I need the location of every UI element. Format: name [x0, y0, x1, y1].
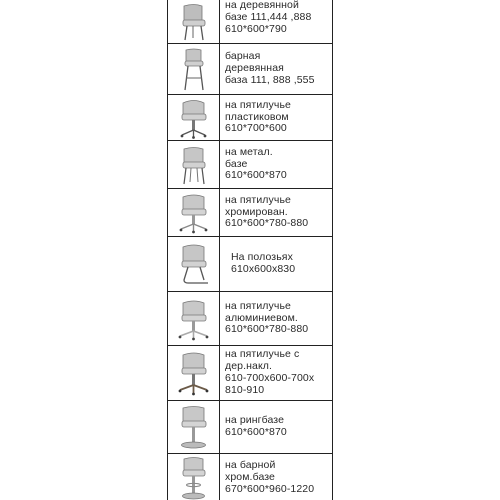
- table-row: [167, 95, 333, 141]
- table-row: [167, 292, 333, 346]
- description-cell: [220, 401, 332, 453]
- table-row: [167, 237, 333, 292]
- table-row: [167, 454, 333, 500]
- description-line: на пятилучье: [225, 193, 291, 206]
- description-line: базе: [225, 157, 248, 170]
- description-line: дер.накл.: [225, 360, 273, 373]
- description-line: на барной: [225, 459, 276, 472]
- description-cell: [220, 0, 332, 43]
- description-line: 610*600*780-880: [225, 217, 309, 230]
- chair-metal-base-icon: [174, 144, 214, 186]
- image-cell: [168, 401, 220, 453]
- description-cell: [220, 237, 332, 291]
- chair-variants-table: [167, 0, 333, 500]
- description-line: 610*600*780-880: [225, 323, 309, 336]
- description-line: 610-700x600-700x: [225, 372, 315, 384]
- description-line: хромирован.: [225, 205, 288, 218]
- description-cell: [220, 346, 332, 400]
- description-line: деревянная: [225, 62, 284, 75]
- description-line: на метал.: [225, 145, 273, 158]
- description-cell: [220, 292, 332, 345]
- table-row: [167, 189, 333, 237]
- image-cell: [168, 454, 220, 500]
- chair-five-star-aluminum-icon: [174, 297, 214, 341]
- image-cell: [168, 0, 220, 43]
- image-cell: [168, 44, 220, 94]
- description-line: алюминиевом.: [225, 311, 298, 324]
- image-cell: [168, 346, 220, 400]
- description-line: на рингбазе: [225, 414, 285, 427]
- description-line: на пятилучье с: [225, 348, 300, 361]
- description-line: барная: [225, 50, 261, 63]
- bar-chair-chrome-base-icon: [174, 455, 214, 500]
- description-line: на пятилучье: [225, 98, 291, 111]
- table-row: [167, 141, 333, 189]
- description-cell: [220, 454, 332, 500]
- description-line: 610*600*870: [225, 169, 287, 182]
- description-line: пластиковом: [225, 110, 289, 123]
- description-line: база 111, 888 ,555: [225, 73, 315, 86]
- description-cell: [220, 44, 332, 94]
- description-cell: [220, 189, 332, 236]
- description-cell: [220, 141, 332, 188]
- image-cell: [168, 189, 220, 236]
- description-line: хром.базе: [225, 471, 275, 484]
- chair-five-star-chrome-icon: [174, 192, 214, 234]
- description-line: 610*700*600: [225, 122, 287, 135]
- description-line: базе 111,444 ,888: [225, 10, 312, 23]
- description-line: 610*600*870: [225, 426, 287, 438]
- image-cell: [168, 95, 220, 140]
- image-cell: [168, 292, 220, 345]
- description-line: На полозьях: [231, 251, 293, 264]
- description-line: 810-910: [225, 383, 265, 396]
- bar-chair-wooden-base-icon: [174, 46, 214, 92]
- description-line: на деревянной: [225, 0, 299, 11]
- table-row: [167, 44, 333, 95]
- table-row: [167, 401, 333, 454]
- image-cell: [168, 141, 220, 188]
- description-cell: [220, 95, 332, 140]
- image-cell: [168, 237, 220, 291]
- table-row: [167, 346, 333, 401]
- chair-wooden-base-icon: [174, 2, 214, 42]
- chair-five-star-plastic-icon: [174, 97, 214, 139]
- description-line: 670*600*960-1220: [225, 482, 315, 495]
- chair-sled-base-icon: [174, 242, 214, 286]
- chair-five-star-wood-cover-icon: [174, 350, 214, 396]
- chair-ring-base-icon: [174, 404, 214, 450]
- table-row: [167, 0, 333, 44]
- description-line: 610x600x830: [231, 263, 296, 275]
- description-line: 610*600*790: [225, 22, 287, 35]
- description-line: на пятилучье: [225, 299, 291, 312]
